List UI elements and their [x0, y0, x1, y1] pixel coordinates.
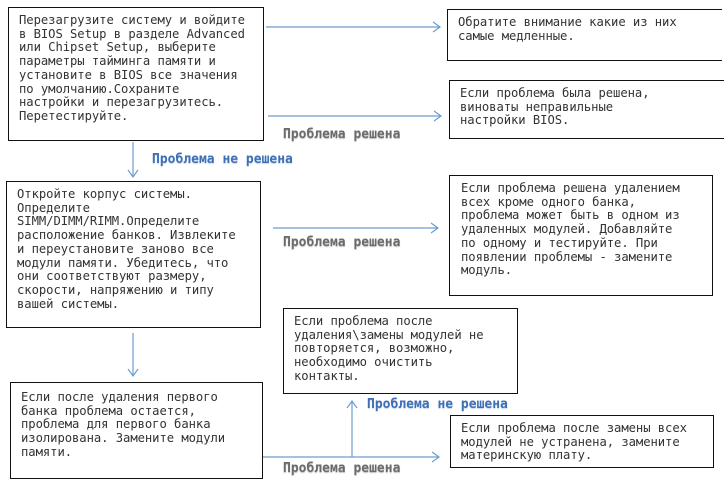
step2-reseat-modules-box: Откройте корпус системы. Определите SIMM/DIMM/RIMM.Определите расположение банков. Извлеките и переустановите заново все модули памяти. Убедитесь, что они соответствуют размеру, скорости, напряжению и типу вашей системы.: [6, 181, 261, 328]
first-bank-box: Если после удаления первого банка проблема остается, проблема для первого банка изолирована. Замените модули памяти.: [10, 382, 263, 479]
arrow-step2-to-first-bank: [128, 333, 138, 376]
arrow-to-contacts: [347, 401, 357, 457]
clean-contacts-box: Если проблема после удаления\замены модулей не повторяется, возможно, необходимо очистить контакты.: [283, 308, 518, 394]
label-solved-3: Проблема решена: [283, 461, 401, 476]
label-solved-1: Проблема решена: [283, 127, 401, 142]
label-solved-2: Проблема решена: [283, 235, 401, 250]
arrow-step1-to-step2: [128, 142, 138, 177]
arrow-step1-to-bios-fault: [268, 111, 441, 121]
arrow-step1-to-slowest: [266, 22, 440, 32]
replace-motherboard-box: Если проблема после замены всех модулей не устранена, замените материнскую плату.: [450, 415, 714, 468]
slowest-modules-box: Обратите внимание какие из них самые медленные.: [447, 9, 722, 61]
step1-reset-bios-box: Перезагрузите систему и войдите в BIOS Setup в разделе Advanced или Chipset Setup, выберите параметры тайминга памяти и установите в BIOS все значения по умолчанию.Сохраните настройки и перезагрузитесь. Перетестируйте.: [8, 7, 264, 141]
one-bank-box: Если проблема решена удалением всех кроме одного банка, проблема может быть в одном из удаленных модулей. Добавляйте по одному и тестируйте. При появлении проблемы - замените модуль.: [449, 175, 713, 296]
label-not-solved-1: Проблема не решена: [152, 152, 293, 167]
bios-fault-box: Если проблема была решена, виноваты неправильные настройки BIOS.: [449, 80, 724, 139]
label-not-solved-2: Проблема не решена: [367, 397, 508, 412]
arrow-step2-to-one-bank: [273, 223, 438, 233]
